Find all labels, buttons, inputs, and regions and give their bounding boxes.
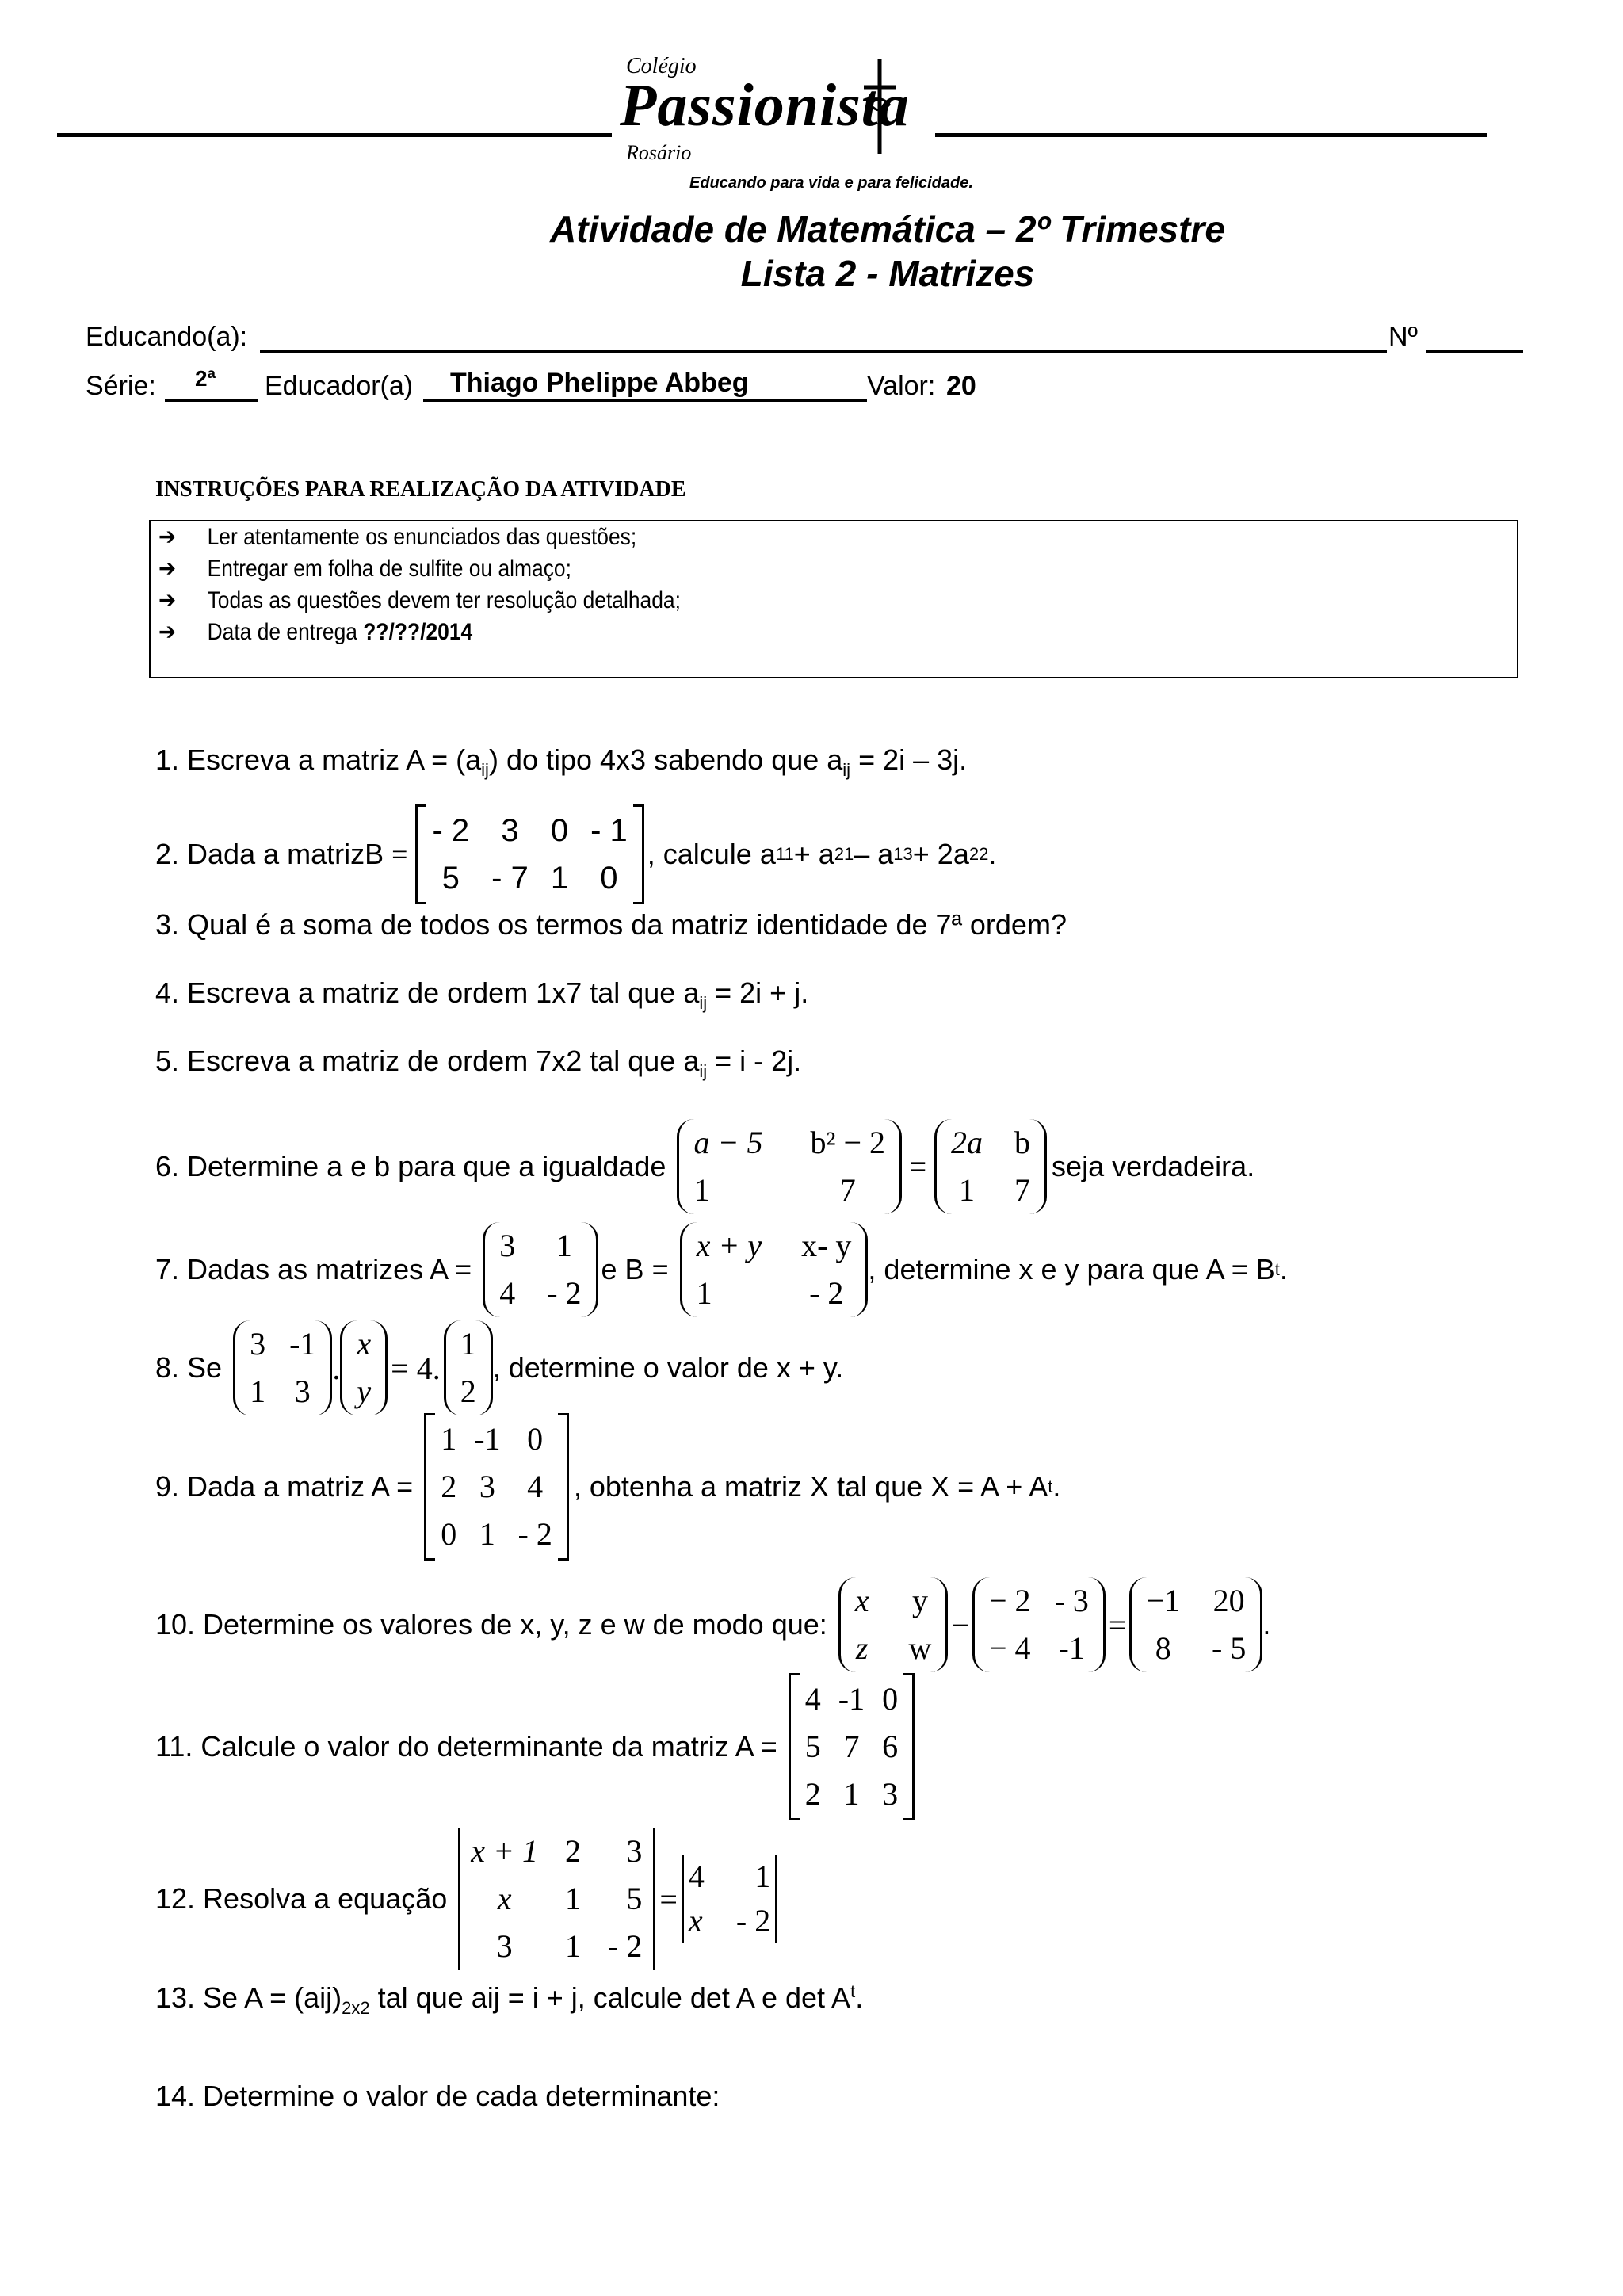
matrix-6-left: a − 5 b² − 2 1 7 <box>677 1119 902 1214</box>
matrix-10-result: −1 20 8 - 5 <box>1129 1577 1262 1672</box>
instruction-text: Ler atentamente os enunciados das questões; <box>207 524 637 550</box>
student-name-field[interactable] <box>260 350 1387 353</box>
number-field[interactable] <box>1426 350 1523 353</box>
grade-label: Série: <box>86 371 156 401</box>
matrix-10-sub: − 2 - 3 − 4 -1 <box>972 1577 1106 1672</box>
value-value: 20 <box>946 371 976 401</box>
teacher-value: Thiago Phelippe Abbeg <box>450 368 749 398</box>
cross-icon <box>856 55 903 159</box>
question-9: 9. Dada a matriz A = 1 -1 0 2 3 4 0 1 - 2 , obtenha a matriz X tal que X = A + A t . <box>155 1415 1060 1558</box>
matrix-b-7: x + y x- y 1 - 2 <box>680 1222 869 1317</box>
value-label: Valor: <box>867 371 936 401</box>
matrix-a-9: 1 -1 0 2 3 4 0 1 - 2 <box>424 1415 569 1558</box>
instructions-heading: INSTRUÇÕES PARA REALIZAÇÃO DA ATIVIDADE <box>155 477 686 502</box>
question-8: 8. Se 3 -1 1 3 . x y = 4. 1 2 , determine o valor de x + y. <box>155 1320 843 1415</box>
question-14: 14. Determine o valor de cada determinante: <box>155 2080 720 2112</box>
school-logo <box>618 49 935 176</box>
instruction-item <box>158 555 571 583</box>
determinant-12-right: 4 1 x - 2 <box>682 1855 777 1943</box>
question-6: 6. Determine a e b para que a igualdade a − 5 b² − 2 1 7 = 2a b 1 7 seja verdadeira. <box>155 1119 1254 1214</box>
page-title: Atividade de Matemática – 2º Trimestre <box>550 208 1225 250</box>
student-label: Educando(a): <box>86 322 248 352</box>
logo-bottom-text: Rosário <box>626 141 692 164</box>
question-3: 3. Qual é a soma de todos os termos da matriz identidade de 7ª ordem? <box>155 908 1067 941</box>
arrow-right-icon: ➔ <box>158 524 177 550</box>
school-motto: Educando para vida e para felicidade. <box>689 174 973 192</box>
teacher-field <box>423 399 867 402</box>
header-right-rule <box>935 133 1487 137</box>
question-10: 10. Determine os valores de x, y, z e w de modo que: x y z w − − 2 - 3 − 4 -1 = −1 20 8 - 5 . <box>155 1577 1270 1672</box>
due-date: ??/??/2014 <box>363 619 473 645</box>
question-11: 11. Calcule o valor do determinante da matriz A = 4 -1 0 5 7 6 2 1 3 <box>155 1675 915 1818</box>
question-1: 1. Escreva a matriz $A = (a_{ij})$ do tipo 4x3 sabendo que $a_{ij} = 2i - 3j$. <box>155 743 968 781</box>
logo-top-text: Colégio <box>626 54 697 78</box>
instruction-item <box>158 586 681 614</box>
grade-field <box>165 399 258 402</box>
matrix-8-coef: 3 -1 1 3 <box>233 1320 332 1415</box>
arrow-right-icon: ➔ <box>158 619 177 645</box>
page-subtitle: Lista 2 - Matrizes <box>740 253 1035 294</box>
grade-value: 2ª <box>195 366 216 391</box>
arrow-right-icon: ➔ <box>158 587 177 613</box>
instruction-text: Data de entrega <box>207 619 357 645</box>
matrix-a-11: 4 -1 0 5 7 6 2 1 3 <box>789 1675 915 1818</box>
matrix-6-right: 2a b 1 7 <box>934 1119 1047 1214</box>
header-left-rule <box>57 133 612 137</box>
matrix-8-vars: x y <box>340 1320 388 1415</box>
arrow-right-icon: ➔ <box>158 556 177 582</box>
question-4: 4. Escreva a matriz de ordem 1x7 tal que $a_{ij} = 2i + j$. <box>155 976 809 1014</box>
question-5: 5. Escreva a matriz de ordem 7x2 tal que $a_{ij} = i - 2j$. <box>155 1045 802 1082</box>
matrix-10-vars: x y z w <box>838 1577 949 1672</box>
teacher-label: Educador(a) <box>265 371 414 401</box>
question-13: 13. Se $A = (aij)_{2x2}$ tal que aij = i + j, calcule det A e $\det A^t$. <box>155 1981 864 2019</box>
matrix-a-7: 3 1 4 - 2 <box>483 1222 598 1317</box>
determinant-12-left: x + 1 2 3 x 1 5 3 1 - 2 <box>458 1828 655 1970</box>
question-7: 7. Dadas as matrizes A = 3 1 4 - 2 e B = x + y x- y 1 - 2 , determine x e y para que A = B t . <box>155 1222 1288 1317</box>
instruction-text: Entregar em folha de sulfite ou almaço; <box>207 556 571 582</box>
instruction-item <box>158 523 636 551</box>
number-label: Nº <box>1388 322 1418 352</box>
matrix-8-result: 1 2 <box>444 1320 493 1415</box>
instruction-text: Todas as questões devem ter resolução detalhada; <box>207 587 681 613</box>
question-12: 12. Resolva a equação x + 1 2 3 x 1 5 3 1 - 2 = 4 1 x - 2 <box>155 1828 777 1970</box>
matrix-b: - 2 3 0 - 1 5 - 7 1 0 <box>415 807 643 902</box>
instruction-item <box>158 618 472 646</box>
logo-main-text: Passionista <box>620 72 910 139</box>
question-2: 2. Dada a matriz B = - 2 3 0 - 1 5 - 7 1 0 , calcule a 11 + a 21 – a 13 + 2a 22 . <box>155 807 996 902</box>
